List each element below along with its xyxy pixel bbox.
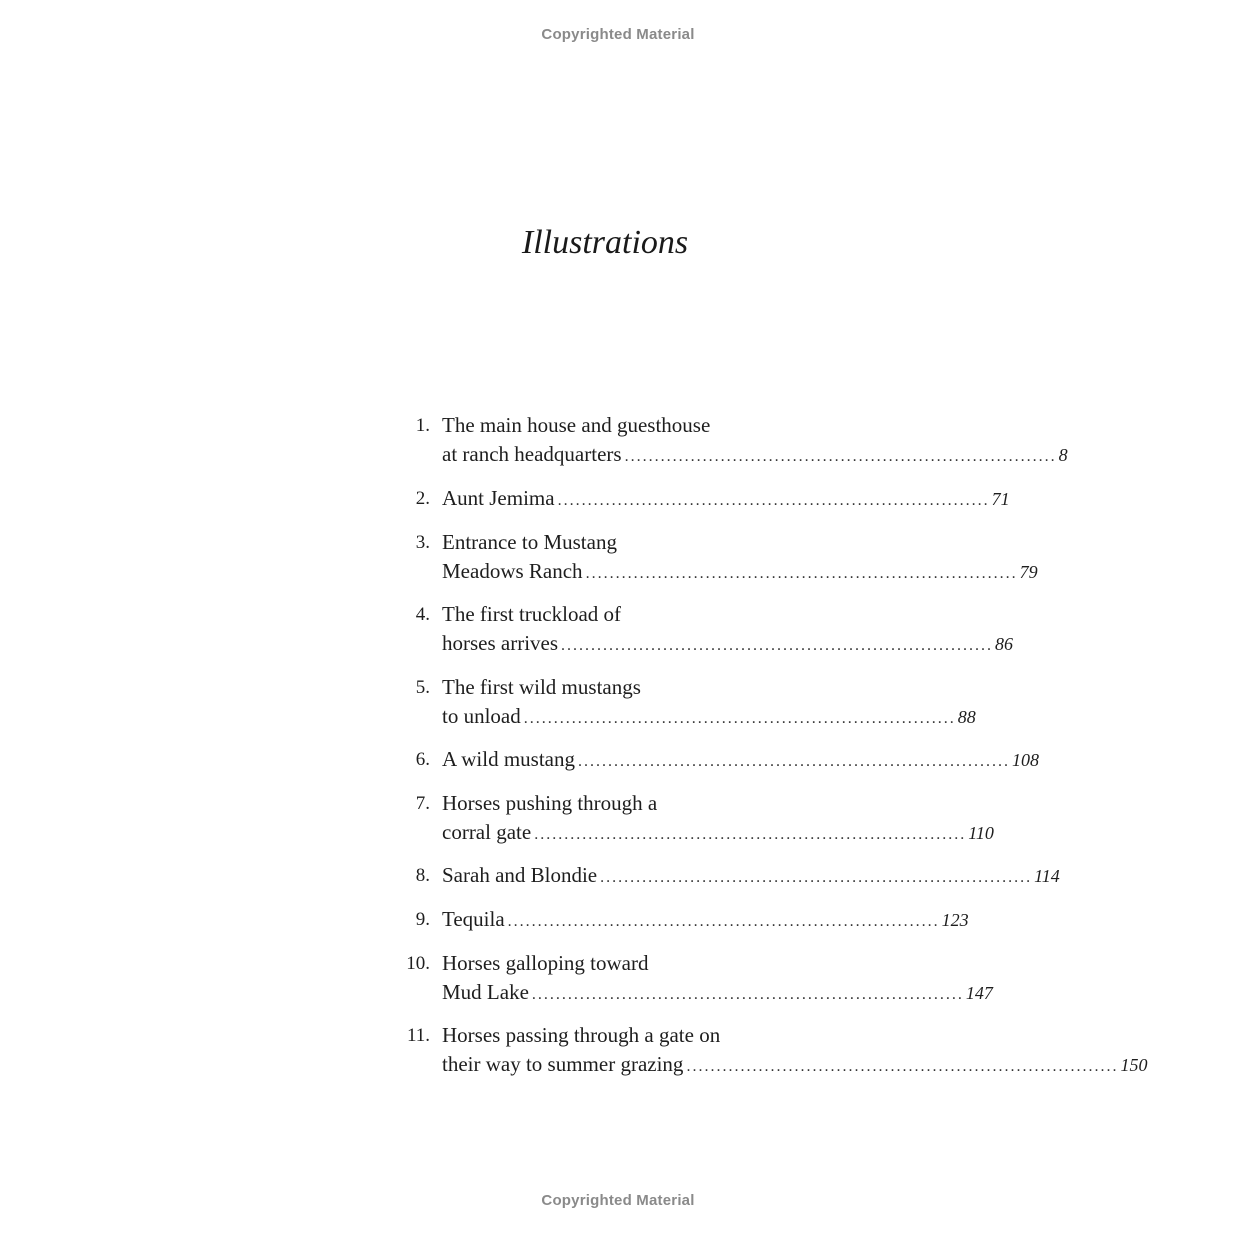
dot-leader: ........................................................................ [585, 565, 1018, 582]
item-number: 2. [415, 488, 430, 509]
page-number: 71 [991, 489, 1010, 509]
item-title-line: Sarah and Blondie [442, 863, 598, 887]
item-title-line: their way to summer grazing [442, 1052, 684, 1076]
item-title-line: Horses galloping toward [442, 951, 649, 975]
item-title-line: Meadows Ranch [442, 559, 583, 583]
item-number: 7. [415, 793, 430, 814]
item-title-line: horses arrives [442, 631, 559, 655]
item-number: 3. [415, 532, 430, 553]
item-number: 1. [415, 415, 430, 436]
page-number: 79 [1019, 562, 1038, 582]
item-title-line: Mud Lake [442, 980, 529, 1004]
item-title-line: The first wild mustangs [442, 675, 641, 699]
page-number: 88 [957, 707, 976, 727]
page-number: 123 [941, 910, 969, 930]
dot-leader: ........................................................................ [507, 913, 940, 930]
item-number: 4. [415, 604, 430, 625]
dot-leader: ........................................................................ [534, 826, 967, 843]
item-number: 11. [406, 1025, 430, 1046]
page-title: Illustrations [521, 224, 689, 261]
item-title-line: A wild mustang [442, 747, 576, 771]
copyright-watermark-bottom: Copyrighted Material [541, 1192, 695, 1209]
page-number: 147 [965, 983, 993, 1003]
item-title-line: Horses pushing through a [442, 791, 658, 815]
dot-leader: ........................................................................ [686, 1058, 1119, 1075]
item-title-line: The first truckload of [442, 602, 622, 626]
dot-leader: ........................................................................ [557, 492, 990, 509]
item-title-line: The main house and guesthouse [442, 413, 711, 437]
copyright-watermark-top: Copyrighted Material [541, 26, 695, 43]
dot-leader: ........................................................................ [624, 448, 1057, 465]
dot-leader: ........................................................................ [561, 637, 994, 654]
page-number: 110 [968, 823, 994, 843]
item-title-line: Entrance to Mustang [442, 530, 617, 554]
page-number: 114 [1034, 866, 1060, 886]
page-number: 8 [1058, 445, 1068, 465]
item-number: 6. [415, 749, 430, 770]
dot-leader: ........................................................................ [578, 753, 1011, 770]
item-number: 10. [406, 953, 430, 974]
page-number: 150 [1120, 1055, 1148, 1075]
item-title-line: Horses passing through a gate on [442, 1023, 721, 1047]
item-number: 9. [415, 909, 430, 930]
item-title-line: Tequila [442, 907, 505, 931]
page-number: 108 [1012, 750, 1040, 770]
dot-leader: ........................................................................ [531, 986, 964, 1003]
item-title-line: to unload [442, 704, 521, 728]
dot-leader: ........................................................................ [600, 869, 1033, 886]
item-title-line: Aunt Jemima [442, 486, 555, 510]
item-title-line: corral gate [442, 820, 532, 844]
item-number: 5. [415, 677, 430, 698]
dot-leader: ........................................................................ [523, 710, 956, 727]
page-number: 86 [995, 634, 1014, 654]
item-number: 8. [415, 865, 430, 886]
item-title-line: at ranch headquarters [442, 442, 622, 466]
